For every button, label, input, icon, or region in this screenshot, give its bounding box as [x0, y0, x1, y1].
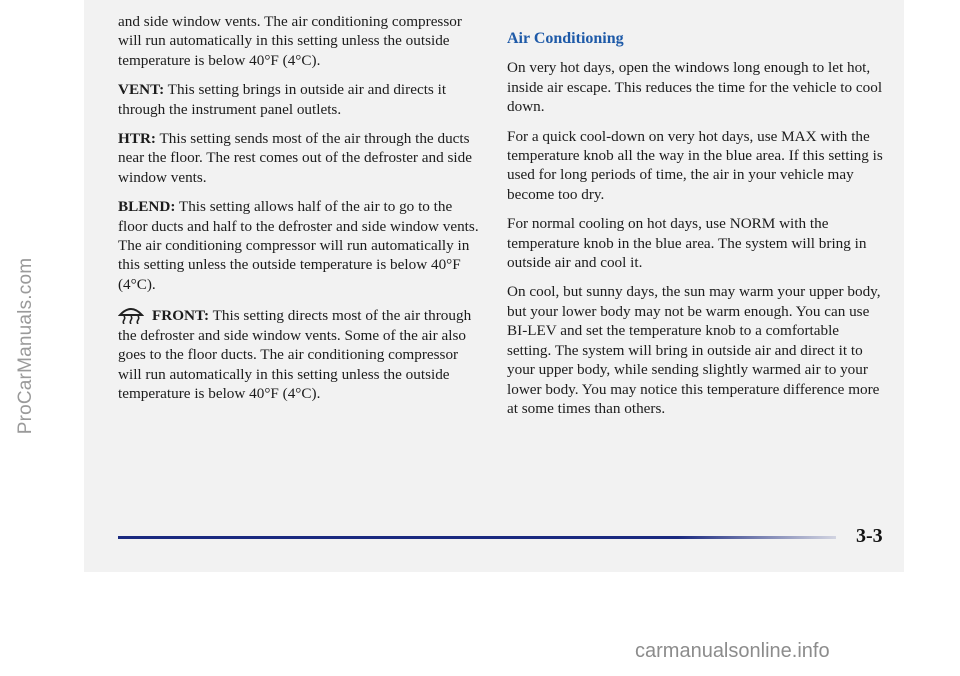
front-paragraph	[118, 304, 484, 403]
body-paragraph: On very hot days, open the windows long enough to let hot, inside air escape. This reduces the time for the vehicle to cool down.	[507, 59, 883, 116]
front-text: This setting directs most of the air through the defroster and side window vents. Some of the air also goes to the floor ducts. The air conditioning compressor will run automatically in this setting unless the outside temperature is below 40°F (4°C).	[118, 307, 472, 402]
body-paragraph: For normal cooling on hot days, use NORM with the temperature knob in the blue area. The system will bring in outside air and cool it.	[507, 215, 867, 272]
bottom-watermark[interactable]: carmanualsonline.info	[635, 640, 830, 662]
blend-term: BLEND:	[118, 198, 176, 216]
side-watermark: ProCarManuals.com	[15, 257, 36, 435]
footer-rule	[118, 536, 836, 539]
front-defrost-icon	[118, 304, 144, 324]
intro-paragraph: and side window vents. The air conditioning compressor will run automatically in this setting unless the outside temperature is below 40°F (4°C).	[118, 13, 462, 69]
blend-paragraph	[118, 197, 484, 294]
front-term: FRONT:	[152, 307, 210, 325]
right-column	[507, 12, 887, 428]
page-number: 3-3	[856, 525, 883, 547]
htr-paragraph	[118, 129, 484, 187]
vent-text: This setting brings in outside air and directs it through the instrument panel outlets.	[118, 81, 447, 118]
body-paragraph: For a quick cool-down on very hot days, use MAX with the temperature knob all the way in the blue area. If this setting is used for long periods of time, the air in your vehicle may become too dry.	[507, 127, 883, 203]
htr-term: HTR:	[118, 130, 156, 148]
vent-term: VENT:	[118, 81, 165, 99]
vent-paragraph	[118, 80, 484, 119]
left-column	[118, 12, 484, 413]
htr-text: This setting sends most of the air through the ducts near the floor. The rest comes out of the defroster and side window vents.	[118, 130, 472, 186]
section-heading: Air Conditioning	[507, 30, 624, 47]
blend-text: This setting allows half of the air to go to the floor ducts and half to the defroster and side window vents. The air conditioning compressor will run automatically in this setting unless the outside temperature is below 40°F (4°C).	[118, 198, 479, 293]
body-paragraph: On cool, but sunny days, the sun may warm your upper body, but your lower body may not be warm enough. You can use BI-LEV and set the temperature knob to a comfortable setting. The system will bring in outside air and direct it to your upper body, while sending slightly warmed air to your lower body. You may notice this temperature difference more at some times than others.	[507, 283, 881, 417]
